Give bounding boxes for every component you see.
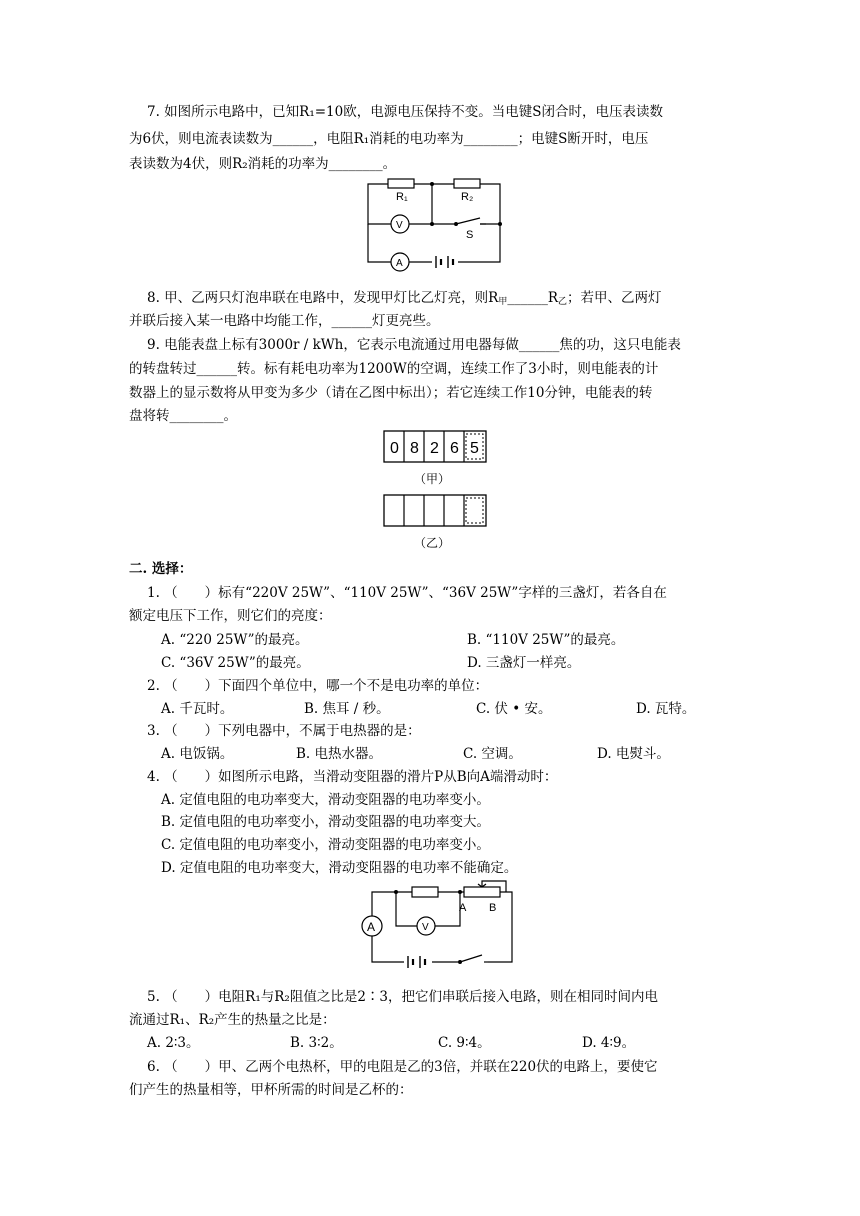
- q8-line1-mid: ______R: [507, 290, 559, 306]
- c2-option-a: A. 千瓦时。: [161, 701, 234, 717]
- q9-line4: 盘将转________。: [129, 408, 237, 424]
- q8-line2: 并联后接入某一电路中均能工作，______灯更亮些。: [129, 313, 440, 329]
- c4-circuit-diagram: [358, 880, 520, 972]
- c4-label-point-b: B: [489, 902, 497, 914]
- c3-option-c: C. 空调。: [463, 746, 522, 762]
- c4-option-a: A. 定值电阻的电功率变大，滑动变阻器的电功率变小。: [161, 792, 490, 808]
- section2-title: 二. 选择：: [129, 561, 193, 577]
- c1-option-c: C. “36V 25W”的最亮。: [161, 655, 310, 671]
- q8-sub-yi: 乙: [558, 297, 568, 307]
- c5-line1: 5. （ ）电阻R₁与R₂阻值之比是2∶3，把它们串联后接入电路，则在相同时间内电: [147, 989, 659, 1005]
- q7-label-s: S: [466, 229, 474, 241]
- q8-line1: [147, 289, 662, 311]
- q7-label-a: A: [396, 258, 403, 269]
- q9-line3: 数器上的显示数将从甲变为多少（请在乙图中标出）；若它连续工作10分钟，电能表的转: [129, 385, 653, 401]
- c1-option-b: B. “110V 25W”的最亮。: [467, 632, 625, 648]
- c4-label-a-meter: A: [367, 920, 376, 934]
- c1-line1: 1. （ ）标有“220V 25W”、“110V 25W”、“36V 25W”字样的三盏灯，若各自在: [147, 585, 667, 601]
- c5-option-a: A. 2∶3。: [147, 1035, 200, 1051]
- c5-option-c: C. 9∶4。: [438, 1035, 491, 1051]
- q8-line1-pre: 8. 甲、乙两只灯泡串联在电路中，发现甲灯比乙灯亮，则R: [147, 290, 499, 306]
- meter-jia-digit-1: 0: [390, 440, 399, 457]
- c5-option-d: D. 4∶9。: [582, 1035, 636, 1051]
- c5-line2: 流通过R₁、R₂产生的热量之比是：: [129, 1012, 336, 1028]
- q9-line1: 9. 电能表盘上标有3000r / kWh，它表示电流通过用电器每做______焦的功，这只电能表: [147, 337, 681, 353]
- c2-stem: 2. （ ）下面四个单位中，哪一个不是电功率的单位：: [147, 678, 489, 694]
- c2-option-b: B. 焦耳 / 秒。: [304, 701, 390, 717]
- q7-label-v: V: [396, 220, 403, 231]
- c5-option-b: B. 3∶2。: [290, 1035, 343, 1051]
- c6-line2: 们产生的热量相等，甲杯所需的时间是乙杯的：: [129, 1082, 413, 1098]
- q9-line2: 的转盘转过______转。标有耗电功率为1200W的空调，连续工作了3小时，则电能表的计: [129, 361, 659, 377]
- meter-jia-digit-2: 8: [410, 440, 419, 457]
- meter-jia-digit-3: 2: [430, 440, 439, 457]
- meter-jia-digit-5: 5: [470, 440, 479, 457]
- c1-option-d: D. 三盏灯一样亮。: [467, 655, 581, 671]
- c4-option-b: B. 定值电阻的电功率变小，滑动变阻器的电功率变大。: [161, 814, 491, 830]
- q7-label-r2: R₂: [461, 191, 474, 203]
- c3-option-b: B. 电热水器。: [296, 746, 383, 762]
- caption-yi: （乙）: [414, 536, 451, 550]
- q8-line1-post: ；若甲、乙两灯: [567, 290, 662, 306]
- c4-label-point-a: A: [459, 902, 467, 914]
- c3-option-d: D. 电熨斗。: [597, 746, 670, 762]
- c4-stem: 4. （ ）如图所示电路，当滑动变阻器的滑片P从B向A端滑动时：: [147, 769, 558, 785]
- c1-line2: 额定电压下工作，则它们的亮度：: [129, 608, 332, 624]
- caption-jia: （甲）: [414, 472, 451, 486]
- meter-display-jia: [383, 430, 487, 464]
- q7-label-r1: R₁: [396, 191, 408, 203]
- c6-line1: 6. （ ）甲、乙两个电热杯，甲的电阻是乙的3倍，并联在220伏的电路上，要使它: [147, 1059, 658, 1075]
- meter-display-yi: [383, 494, 487, 528]
- q7-line2: 为6伏，则电流表读数为______，电阻R₁消耗的电功率为________；电键S断开时，电压: [129, 131, 649, 147]
- q7-circuit-diagram: [362, 176, 506, 272]
- q7-line3: 表读数为4伏，则R₂消耗的功率为________。: [129, 156, 397, 172]
- meter-jia-digit-4: 6: [450, 440, 459, 457]
- q7-line1: 7. 如图所示电路中，已知R₁=10欧，电源电压保持不变。当电键S闭合时，电压表读数: [147, 104, 663, 120]
- c4-option-c: C. 定值电阻的电功率变小，滑动变阻器的电功率变小。: [161, 837, 490, 853]
- c3-option-a: A. 电饭锅。: [161, 746, 234, 762]
- c3-stem: 3. （ ）下列电器中，不属于电热器的是：: [147, 723, 421, 739]
- q8-sub-jia: 甲: [498, 297, 508, 307]
- c4-label-v-meter: V: [422, 922, 429, 933]
- c2-option-c: C. 伏 • 安。: [476, 701, 552, 717]
- c1-option-a: A. “220 25W”的最亮。: [161, 632, 309, 648]
- c2-option-d: D. 瓦特。: [636, 701, 696, 717]
- c4-option-d: D. 定值电阻的电功率变大，滑动变阻器的电功率不能确定。: [161, 860, 518, 876]
